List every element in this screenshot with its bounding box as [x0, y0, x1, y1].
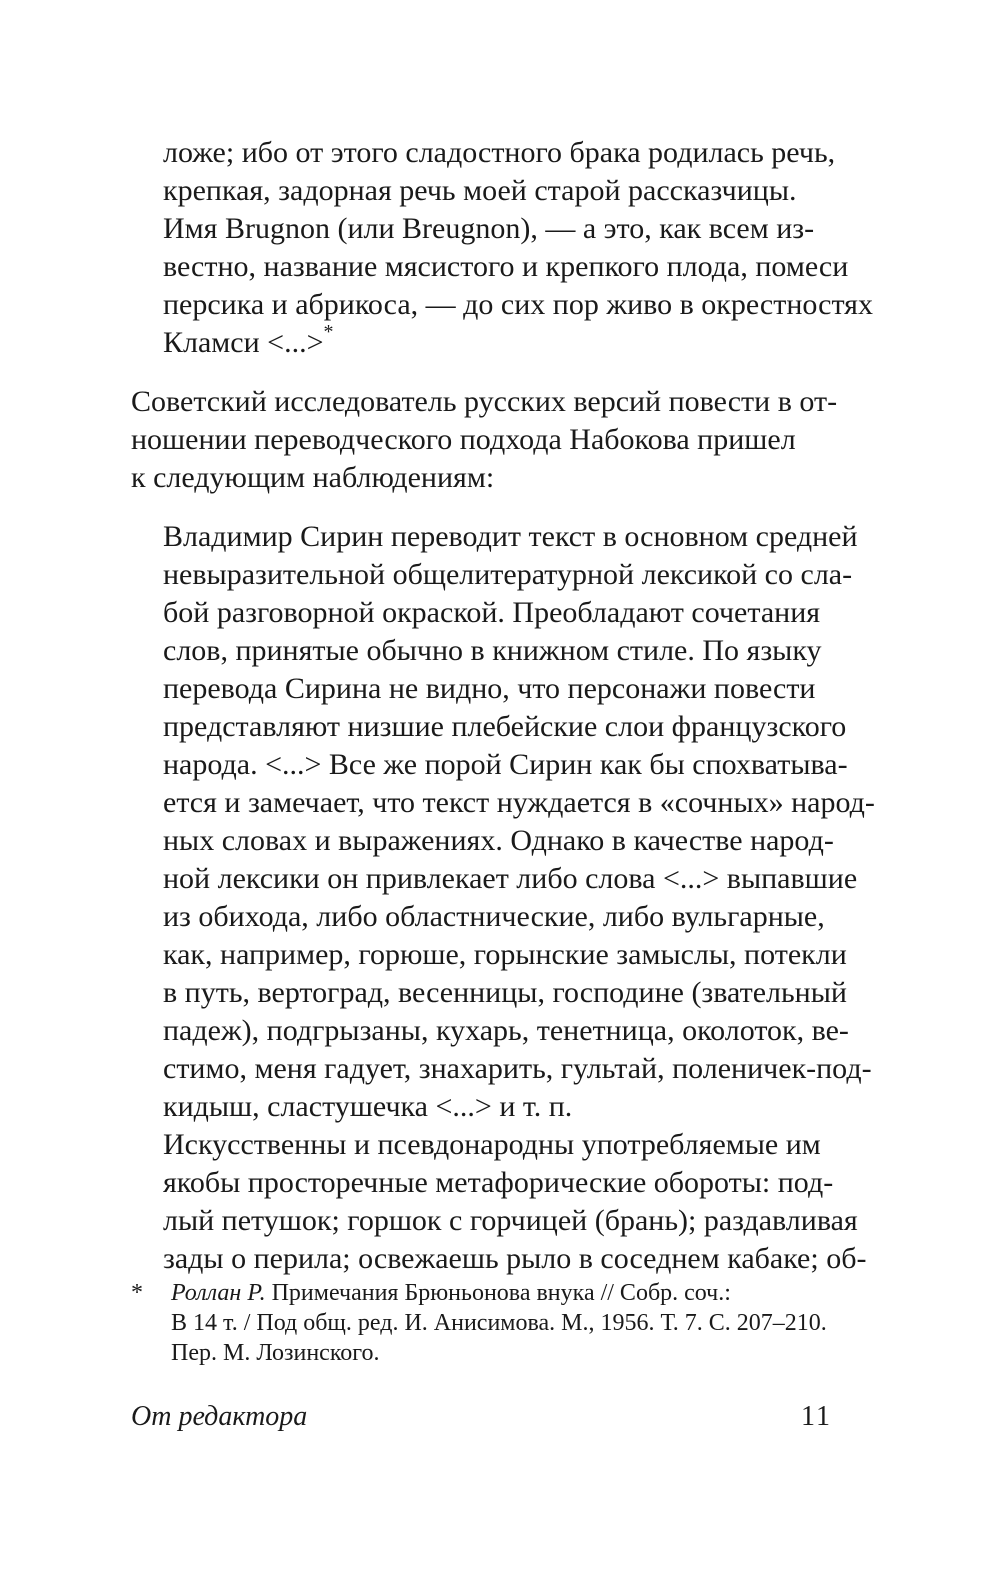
- footnote-citation: Примечания Брюньонова внука // Собр. соч.:: [265, 1280, 731, 1306]
- footnote-author: Роллан Р.: [171, 1280, 266, 1306]
- text-line: персика и абрикоса, — до сих пор живо в окрестностях: [163, 288, 873, 321]
- text-line: лый петушок; горшок с горчицей (брань); раздавливая: [163, 1204, 858, 1237]
- text-line: ной лексики он привлекает либо слова <...> выпавшие: [163, 862, 858, 895]
- text-line: из обихода, либо областнические, либо вульгарные,: [163, 900, 825, 933]
- text-line-content: Кламси <...>: [163, 326, 324, 359]
- text-line: крепкая, задорная речь моей старой рассказчицы.: [163, 174, 797, 207]
- text-line: к следующим наблюдениям:: [131, 461, 495, 494]
- text-line: как, например, горюше, горынские замыслы, потекли: [163, 938, 847, 971]
- page-number: 11: [801, 1401, 832, 1432]
- text-line: невыразительной общелитературной лексикой со сла-: [163, 558, 853, 591]
- footnote-line: В 14 т. / Под общ. ред. И. Анисимова. М., 1956. Т. 7. С. 207–210.: [171, 1310, 827, 1336]
- text-line: перевода Сирина не видно, что персонажи повести: [163, 672, 816, 705]
- footnote-reference-mark: *: [323, 321, 334, 343]
- text-line: ется и замечает, что текст нуждается в «сочных» народ-: [163, 786, 875, 819]
- footnote-marker: *: [131, 1280, 143, 1306]
- text-line: падеж), подгрызаны, кухарь, тенетница, околоток, ве-: [163, 1014, 849, 1047]
- text-line: якобы просторечные метафорические обороты: под-: [163, 1166, 834, 1199]
- text-line: бой разговорной окраской. Преобладают сочетания: [163, 596, 821, 629]
- text-line: [163, 321, 334, 365]
- section-title: От редактора: [131, 1401, 308, 1432]
- text-line: ношении переводческого подхода Набокова пришел: [131, 423, 796, 456]
- text-line: вестно, название мясистого и крепкого плода, помеси: [163, 250, 849, 283]
- footnote-line: Пер. М. Лозинского.: [171, 1340, 380, 1366]
- text-line: Советский исследователь русских версий повести в от-: [131, 385, 838, 418]
- text-line: ных словах и выражениях. Однако в качестве народ-: [163, 824, 834, 857]
- text-line: Владимир Сирин переводит текст в основном средней: [163, 520, 858, 553]
- text-line: слов, принятые обычно в книжном стиле. По языку: [163, 634, 822, 667]
- text-line: ложе; ибо от этого сладостного брака родилась речь,: [163, 136, 836, 169]
- text-line: кидыш, сластушечка <...> и т. п.: [163, 1090, 573, 1123]
- text-line: представляют низшие плебейские слои французского: [163, 710, 847, 743]
- text-line: в путь, вертоград, весенницы, господине (звательный: [163, 976, 847, 1009]
- text-line: Искусственны и псевдонародны употребляемые им: [163, 1128, 821, 1161]
- text-line: народа. <...> Все же порой Сирин как бы спохватыва-: [163, 748, 848, 781]
- text-line: зады о перила; освежаешь рыло в соседнем кабаке; об-: [163, 1242, 867, 1275]
- text-line: Имя Brugnon (или Breugnon), — а это, как всем из-: [163, 212, 815, 245]
- text-line: стимо, меня гадует, знахарить, гультай, поленичек-под-: [163, 1052, 872, 1085]
- footnote-line: [171, 1278, 731, 1308]
